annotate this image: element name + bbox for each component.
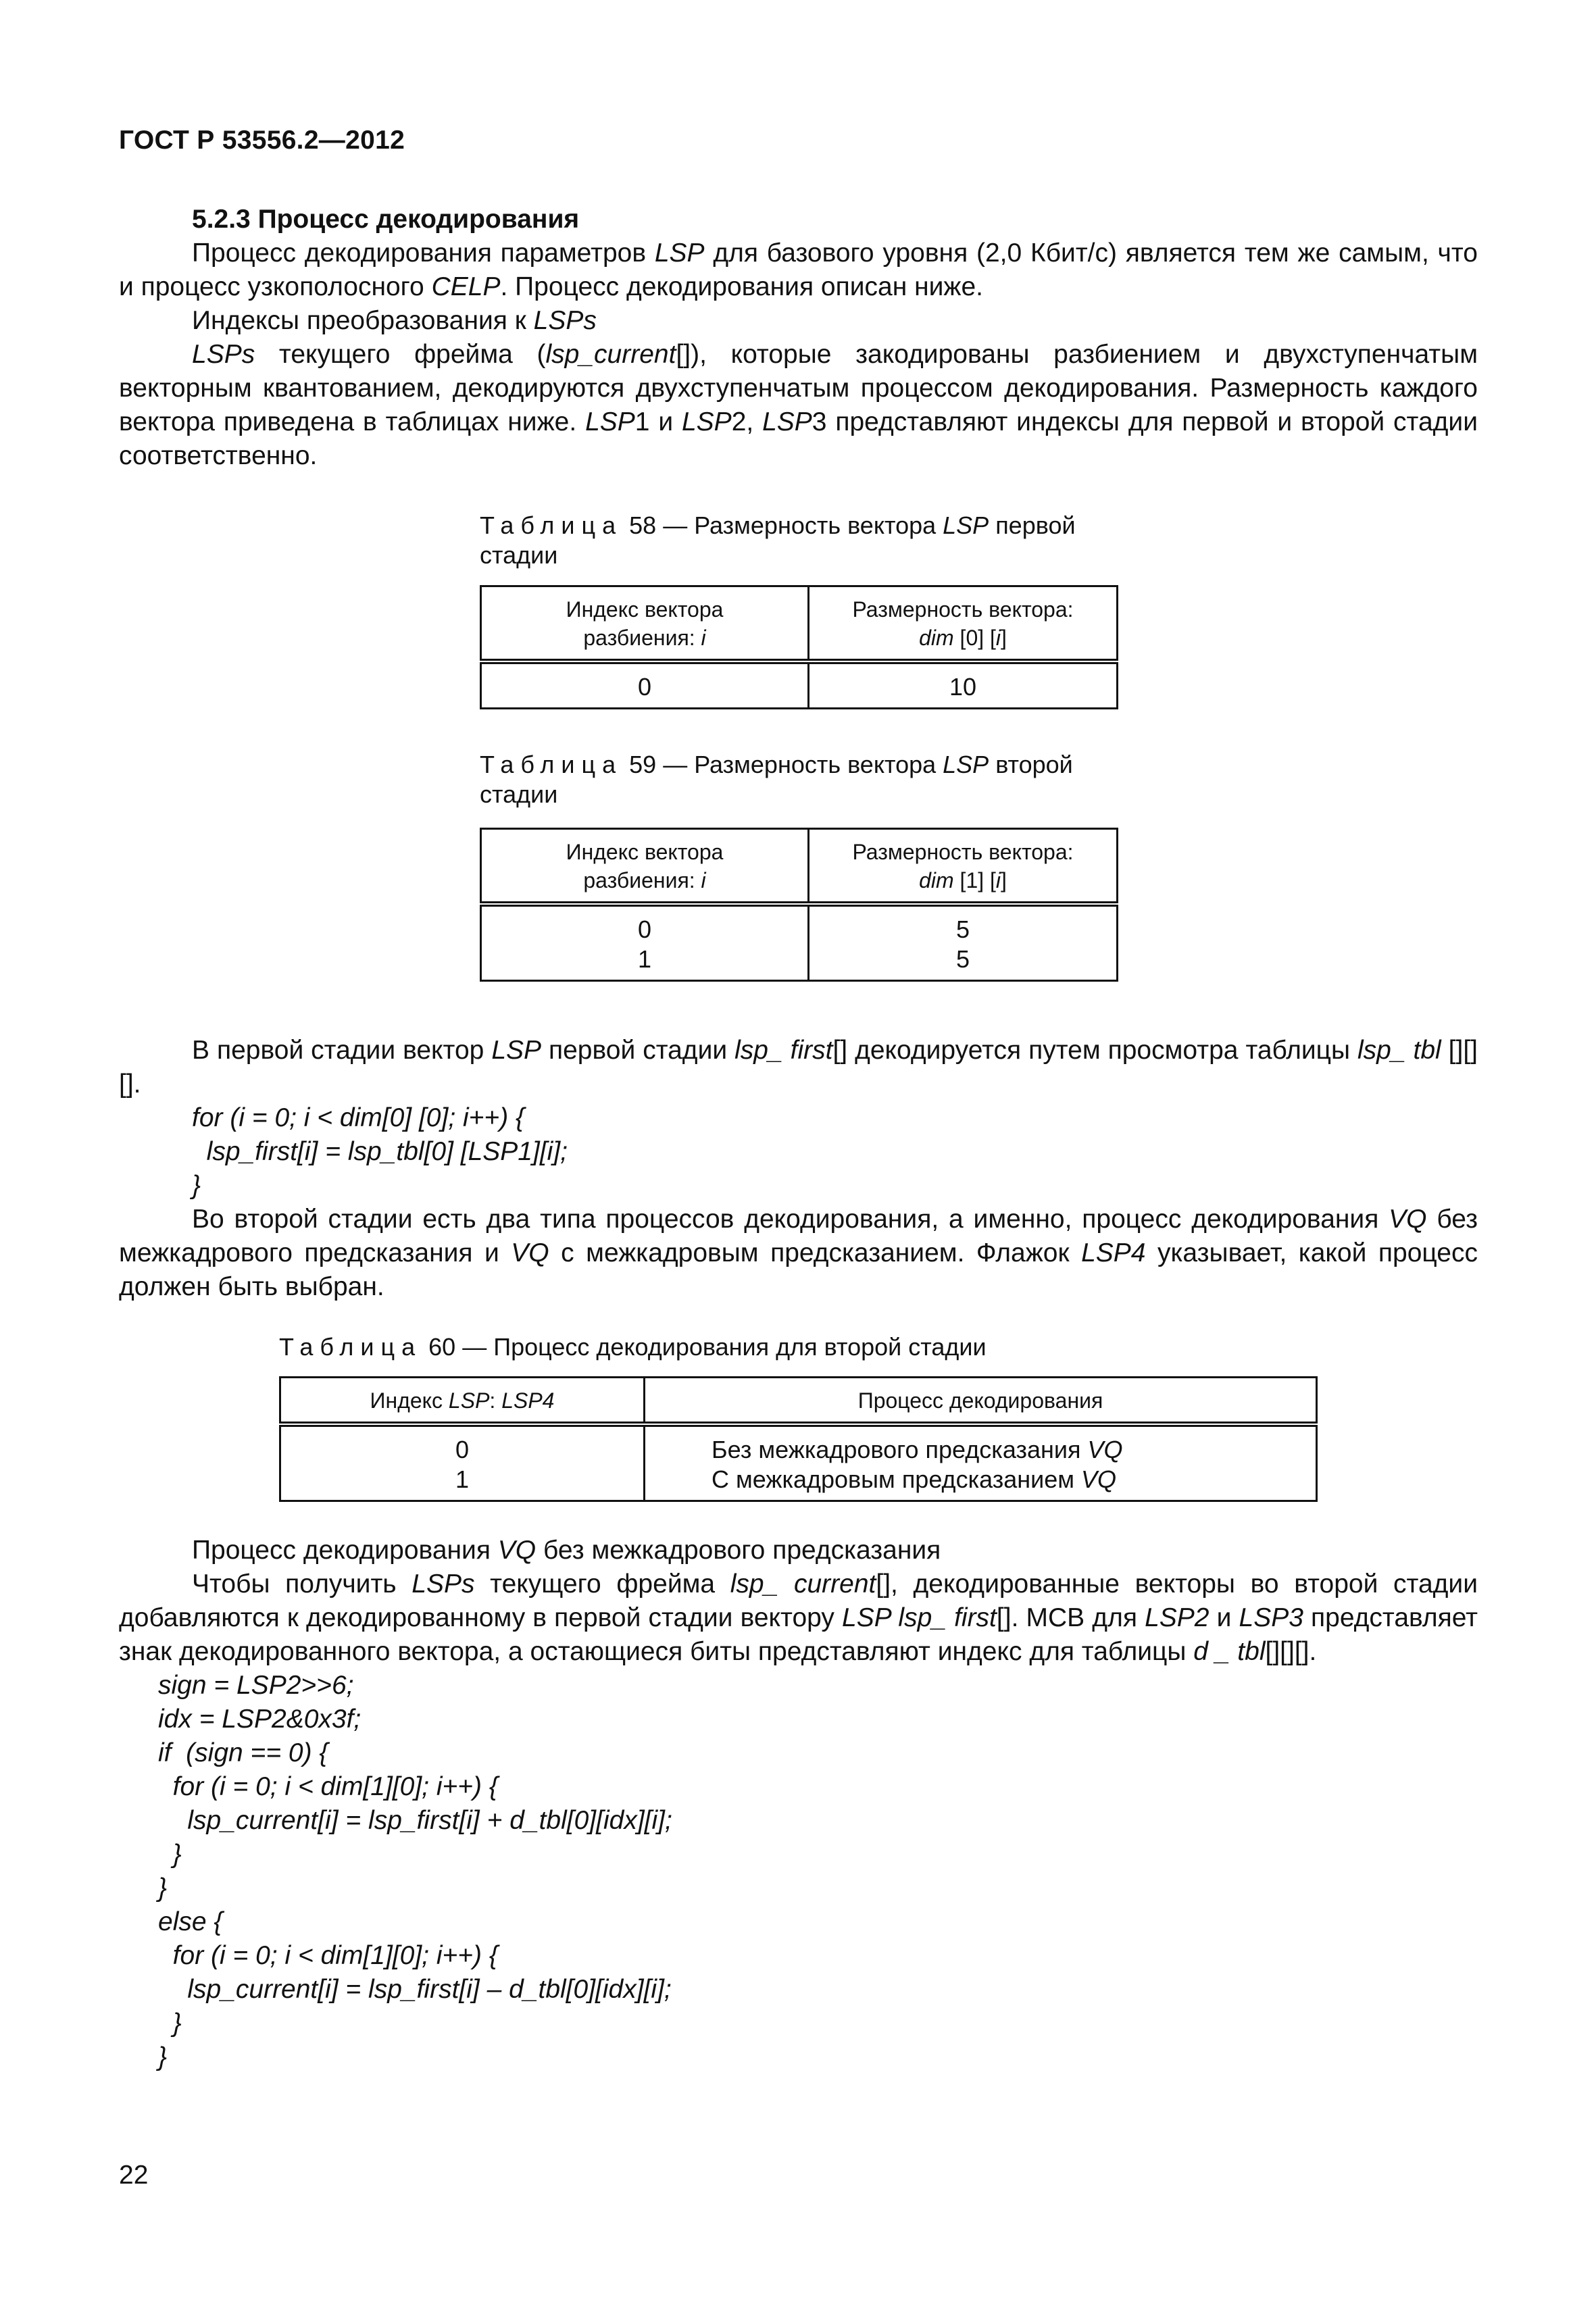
table-cell: 10 [809, 661, 1118, 709]
first-stage-text: В первой стадии вектор LSP первой стадии lsp_ first[] декодируется путем просмотра таблицы lsp_ tbl [][][]. [119, 1036, 1478, 1099]
table58-head-dim: Размерность вектора: dim [0] [i] [809, 586, 1118, 662]
table58 [480, 585, 1118, 709]
code-line: else { [158, 1907, 223, 1936]
table-cell: 0 [481, 661, 809, 709]
first-stage-code [119, 1101, 1478, 1203]
code-line: for (i = 0; i < dim[1][0]; i++) { [158, 1941, 498, 1970]
code-line: sign = LSP2>>6; [158, 1671, 354, 1700]
code-line: if (sign == 0) { [158, 1738, 328, 1767]
no-prediction-block [119, 1534, 1478, 2074]
section-heading: 5.2.3 Процесс декодирования [192, 205, 580, 234]
code-line: } [158, 2042, 168, 2071]
table59 [480, 828, 1118, 982]
table58-caption: Таблица 58 — Размерность вектора LSP первой стадии [480, 511, 1076, 569]
table59-head-dim: Размерность вектора: dim [1] [i] [809, 829, 1118, 905]
standard-header: ГОСТ Р 53556.2—2012 [119, 126, 405, 155]
no-prediction-title: Процесс декодирования VQ без межкадрового предсказания [192, 1536, 941, 1565]
code-line: lsp_first[i] = lsp_tbl[0] [LSP1][i]; [192, 1137, 568, 1166]
code-line: lsp_current[i] = lsp_first[i] + d_tbl[0][idx][i]; [158, 1806, 672, 1835]
code-line: } [158, 2009, 182, 2038]
table59-head-index: Индекс вектора разбиения: i [481, 829, 809, 905]
table60 [279, 1376, 1318, 1502]
table60-head-index: Индекс LSP: LSP4 [280, 1378, 645, 1425]
second-stage-text: Во второй стадии есть два типа процессов декодирования, а именно, процесс декодирования VQ без межкадрового предсказания и VQ с межкадровым предсказанием. Флажок LSP4 указывает, какой процесс должен быть выбран. [119, 1205, 1478, 1301]
table59-caption: Таблица 59 — Размерность вектора LSP второй стадии [480, 751, 1073, 808]
code-line: lsp_current[i] = lsp_first[i] – d_tbl[0][idx][i]; [158, 1975, 672, 2004]
table-cell: Без межкадрового предсказания VQ С межкадровым предсказанием VQ [645, 1424, 1317, 1501]
intro-paragraph: Процесс декодирования параметров LSP для базового уровня (2,0 Кбит/с) является тем же самым, что и процесс узкополосного CELP. Процесс декодирования описан ниже. [119, 238, 1478, 301]
table60-head-process: Процесс декодирования [645, 1378, 1317, 1425]
no-prediction-code [119, 1669, 1478, 2074]
table-cell: 0 1 [481, 904, 809, 981]
code-line: } [158, 1873, 168, 1903]
table-cell: 5 5 [809, 904, 1118, 981]
no-prediction-text: Чтобы получить LSPs текущего фрейма lsp_ current[], декодированные векторы во второй стадии добавляются к декодированному в первой стадии вектору LSP lsp_ first[]. МСВ для LSP2 и LSP3 представляет знак декодированного вектора, а остающиеся биты представляют индекс для таблицы d _ tbl[][][]. [119, 1569, 1478, 1666]
code-line: for (i = 0; i < dim[1][0]; i++) { [158, 1772, 498, 1801]
code-line: for (i = 0; i < dim[0] [0]; i++) { [192, 1103, 525, 1132]
page-number: 22 [119, 2161, 149, 2190]
lsp-index-title: Индексы преобразования к LSPs [192, 306, 597, 335]
table60-caption: Таблица 60 — Процесс декодирования для второй стадии [279, 1333, 987, 1361]
section-intro [119, 203, 1478, 473]
code-line: } [192, 1171, 201, 1200]
table-cell: 0 1 [280, 1424, 645, 1501]
code-line: idx = LSP2&0x3f; [158, 1705, 361, 1734]
code-line: } [158, 1840, 182, 1869]
lsp-description: LSPs текущего фрейма (lsp_current[]), которые закодированы разбиением и двухступенчатым векторным квантованием, декодируются двухступенчатым процессом декодирования. Размерность каждого вектора приведена в таблицах ниже. LSP1 и LSP2, LSP3 представляют индексы для первой и второй стадии соответственно. [119, 340, 1478, 470]
first-stage-block [119, 1034, 1478, 1304]
table58-head-index: Индекс вектора разбиения: i [481, 586, 809, 662]
